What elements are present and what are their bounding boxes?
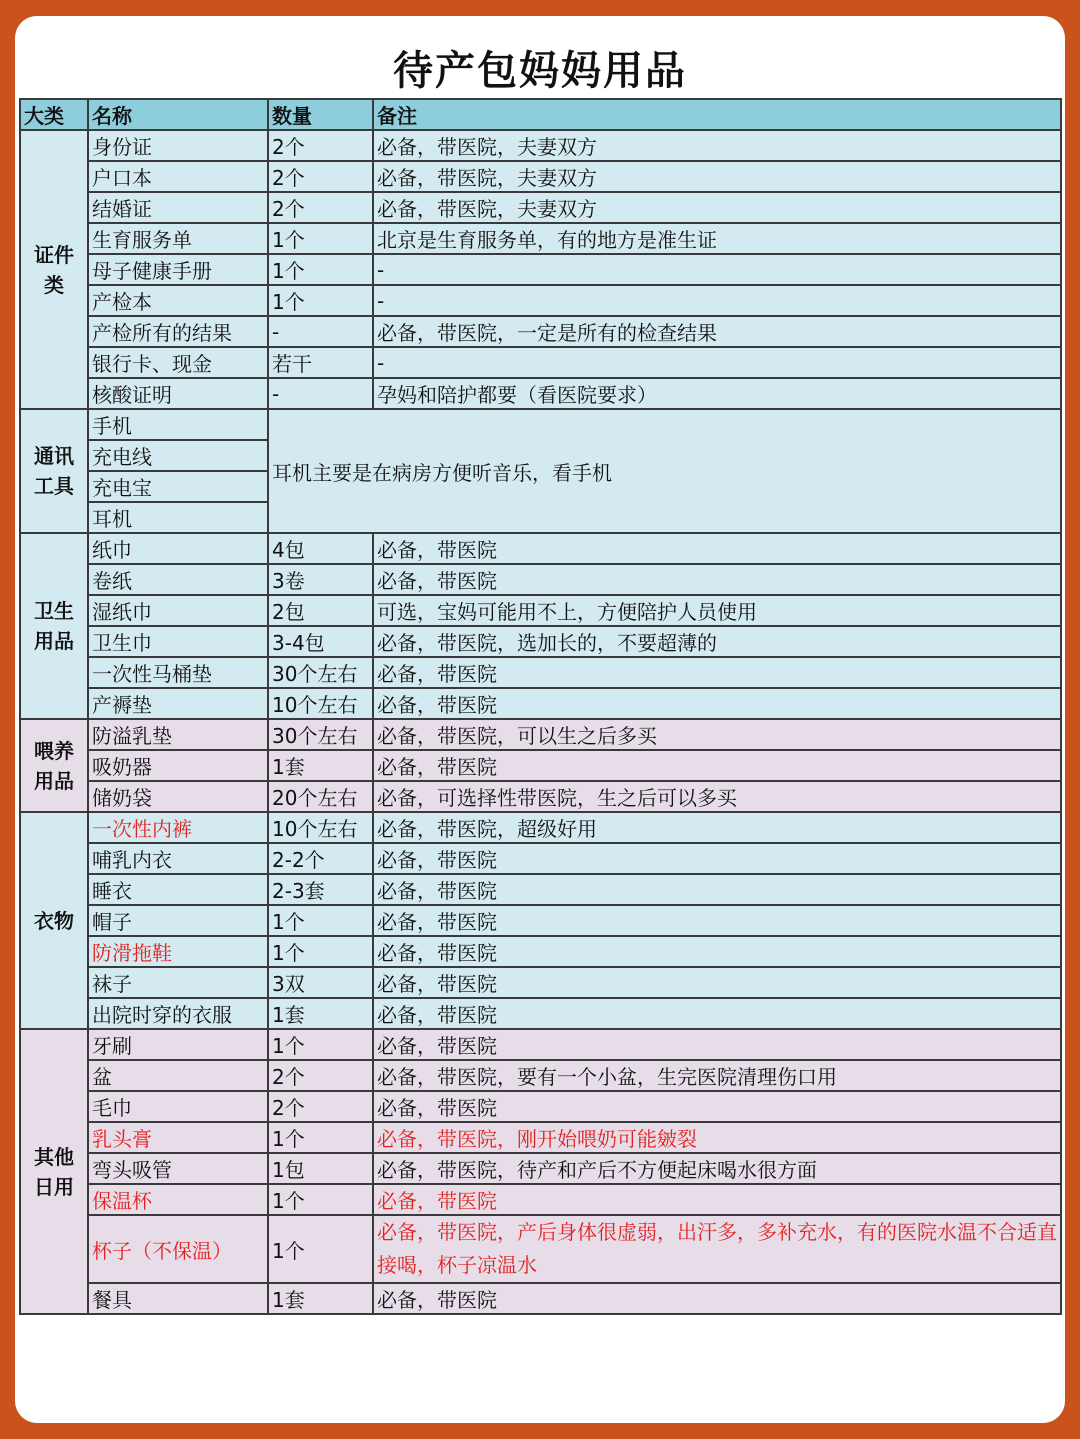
item-name: 餐具: [88, 1283, 268, 1314]
item-qty: 10个左右: [268, 688, 373, 719]
item-qty: 1个: [268, 905, 373, 936]
item-note-highlight: 必备，带医院，产后身体很虚弱，出汗多，多补充水，有的医院水温不合适直接喝，杯子凉温水: [373, 1215, 1061, 1283]
item-qty: 1个: [268, 936, 373, 967]
item-note: 必备，带医院，夫妻双方: [373, 130, 1061, 161]
category-clothing: 衣物: [20, 812, 88, 1029]
table-row: [20, 285, 1061, 316]
category-documents: 证件类: [20, 130, 88, 409]
item-note: 必备，带医院: [373, 967, 1061, 998]
table-row: [20, 316, 1061, 347]
table-header-row: [20, 99, 1061, 130]
table-row: [20, 409, 1061, 440]
item-qty: 2个: [268, 192, 373, 223]
table-row: [20, 130, 1061, 161]
item-note: 北京是生育服务单，有的地方是准生证: [373, 223, 1061, 254]
item-note: 必备，带医院: [373, 657, 1061, 688]
item-name: 弯头吸管: [88, 1153, 268, 1184]
item-name: 耳机: [88, 502, 268, 533]
item-name: 湿纸巾: [88, 595, 268, 626]
item-qty: 10个左右: [268, 812, 373, 843]
item-qty: 1个: [268, 1029, 373, 1060]
table-row: [20, 874, 1061, 905]
item-qty: 2个: [268, 1091, 373, 1122]
item-name: 防溢乳垫: [88, 719, 268, 750]
item-qty: -: [268, 378, 373, 409]
item-name: 产检所有的结果: [88, 316, 268, 347]
table-row: [20, 688, 1061, 719]
item-name-highlight: 防滑拖鞋: [88, 936, 268, 967]
item-note: 必备，带医院，夫妻双方: [373, 161, 1061, 192]
item-name: 储奶袋: [88, 781, 268, 812]
table-row: [20, 905, 1061, 936]
item-name: 结婚证: [88, 192, 268, 223]
item-qty: 1个: [268, 223, 373, 254]
item-name: 盆: [88, 1060, 268, 1091]
item-name: 产褥垫: [88, 688, 268, 719]
item-qty: 1套: [268, 1283, 373, 1314]
item-name: 哺乳内衣: [88, 843, 268, 874]
table-row: [20, 223, 1061, 254]
item-qty: 若干: [268, 347, 373, 378]
table-row: [20, 1122, 1061, 1153]
item-note: 必备，带医院: [373, 1029, 1061, 1060]
item-note: 必备，带医院: [373, 1283, 1061, 1314]
item-qty: 3双: [268, 967, 373, 998]
item-note: 必备，带医院，要有一个小盆，生完医院清理伤口用: [373, 1060, 1061, 1091]
item-qty: 2-2个: [268, 843, 373, 874]
item-name: 袜子: [88, 967, 268, 998]
table-row: [20, 192, 1061, 223]
item-note: 必备，带医院: [373, 905, 1061, 936]
item-qty: 3卷: [268, 564, 373, 595]
item-name: 纸巾: [88, 533, 268, 564]
table-row: [20, 936, 1061, 967]
item-name: 生育服务单: [88, 223, 268, 254]
category-comm: 通讯工具: [20, 409, 88, 533]
table-row: [20, 626, 1061, 657]
item-note: 必备，可选择性带医院，生之后可以多买: [373, 781, 1061, 812]
item-note: 必备，带医院: [373, 688, 1061, 719]
category-daily: 其他日用: [20, 1029, 88, 1314]
item-qty: 1个: [268, 1215, 373, 1283]
item-name: 身份证: [88, 130, 268, 161]
item-qty: 2-3套: [268, 874, 373, 905]
checklist-table: [19, 98, 1062, 1315]
item-name: 帽子: [88, 905, 268, 936]
table-row: [20, 967, 1061, 998]
item-name: 手机: [88, 409, 268, 440]
item-name: 户口本: [88, 161, 268, 192]
table-row: [20, 1283, 1061, 1314]
item-qty: 1个: [268, 1184, 373, 1215]
table-row: [20, 533, 1061, 564]
item-note: 必备，带医院: [373, 874, 1061, 905]
item-qty: 2包: [268, 595, 373, 626]
item-note-highlight: 必备，带医院，刚开始喂奶可能皴裂: [373, 1122, 1061, 1153]
table-row: [20, 595, 1061, 626]
item-name: 出院时穿的衣服: [88, 998, 268, 1029]
item-name: 牙刷: [88, 1029, 268, 1060]
item-name-highlight: 保温杯: [88, 1184, 268, 1215]
item-note: 孕妈和陪护都要（看医院要求）: [373, 378, 1061, 409]
table-row: [20, 812, 1061, 843]
item-note: 必备，带医院: [373, 750, 1061, 781]
comm-note: 耳机主要是在病房方便听音乐，看手机: [268, 409, 1061, 533]
item-name-highlight: 乳头膏: [88, 1122, 268, 1153]
item-note: 可选，宝妈可能用不上，方便陪护人员使用: [373, 595, 1061, 626]
item-name: 产检本: [88, 285, 268, 316]
table-row: [20, 657, 1061, 688]
item-name: 母子健康手册: [88, 254, 268, 285]
item-name: 毛巾: [88, 1091, 268, 1122]
item-note: 必备，带医院，超级好用: [373, 812, 1061, 843]
item-qty: 1包: [268, 1153, 373, 1184]
item-qty: 30个左右: [268, 719, 373, 750]
header-name: 名称: [88, 99, 268, 130]
table-row: [20, 843, 1061, 874]
table-row: [20, 254, 1061, 285]
item-name: 充电线: [88, 440, 268, 471]
item-name: 充电宝: [88, 471, 268, 502]
item-qty: 1个: [268, 254, 373, 285]
item-note: 必备，带医院，夫妻双方: [373, 192, 1061, 223]
item-qty: 2个: [268, 130, 373, 161]
item-note: 必备，带医院，待产和产后不方便起床喝水很方面: [373, 1153, 1061, 1184]
item-note: 必备，带医院，选加长的，不要超薄的: [373, 626, 1061, 657]
item-qty: 4包: [268, 533, 373, 564]
header-category: 大类: [20, 99, 88, 130]
item-qty: 1套: [268, 750, 373, 781]
item-name: 卷纸: [88, 564, 268, 595]
item-note: -: [373, 347, 1061, 378]
item-note: -: [373, 285, 1061, 316]
item-note: 必备，带医院: [373, 564, 1061, 595]
item-name: 吸奶器: [88, 750, 268, 781]
header-qty: 数量: [268, 99, 373, 130]
item-qty: 3-4包: [268, 626, 373, 657]
table-row: [20, 1215, 1061, 1283]
item-qty: 2个: [268, 161, 373, 192]
item-note: 必备，带医院: [373, 998, 1061, 1029]
table-row: [20, 1184, 1061, 1215]
item-note: -: [373, 254, 1061, 285]
item-note-highlight: 必备，带医院: [373, 1184, 1061, 1215]
item-note: 必备，带医院，一定是所有的检查结果: [373, 316, 1061, 347]
item-qty: -: [268, 316, 373, 347]
item-qty: 1个: [268, 1122, 373, 1153]
table-row: [20, 1153, 1061, 1184]
table-row: [20, 1029, 1061, 1060]
table-row: [20, 781, 1061, 812]
item-name-highlight: 一次性内裤: [88, 812, 268, 843]
item-note: 必备，带医院: [373, 533, 1061, 564]
item-note: 必备，带医院，可以生之后多买: [373, 719, 1061, 750]
item-note: 必备，带医院: [373, 1091, 1061, 1122]
table-row: [20, 1091, 1061, 1122]
item-note: 必备，带医院: [373, 843, 1061, 874]
header-note: 备注: [373, 99, 1061, 130]
item-qty: 1个: [268, 285, 373, 316]
item-qty: 20个左右: [268, 781, 373, 812]
item-name: 一次性马桶垫: [88, 657, 268, 688]
table-row: [20, 750, 1061, 781]
category-hygiene: 卫生用品: [20, 533, 88, 719]
table-row: [20, 347, 1061, 378]
table-row: [20, 719, 1061, 750]
item-qty: 30个左右: [268, 657, 373, 688]
item-qty: 1套: [268, 998, 373, 1029]
item-name: 睡衣: [88, 874, 268, 905]
item-name: 核酸证明: [88, 378, 268, 409]
item-note: 必备，带医院: [373, 936, 1061, 967]
table-row: [20, 161, 1061, 192]
item-name: 卫生巾: [88, 626, 268, 657]
item-name: 银行卡、现金: [88, 347, 268, 378]
item-qty: 2个: [268, 1060, 373, 1091]
item-name-highlight: 杯子（不保温）: [88, 1215, 268, 1283]
table-row: [20, 1060, 1061, 1091]
table-row: [20, 378, 1061, 409]
page-title: 待产包妈妈用品: [393, 47, 687, 94]
table-row: [20, 998, 1061, 1029]
category-feeding: 喂养用品: [20, 719, 88, 812]
table-row: [20, 564, 1061, 595]
